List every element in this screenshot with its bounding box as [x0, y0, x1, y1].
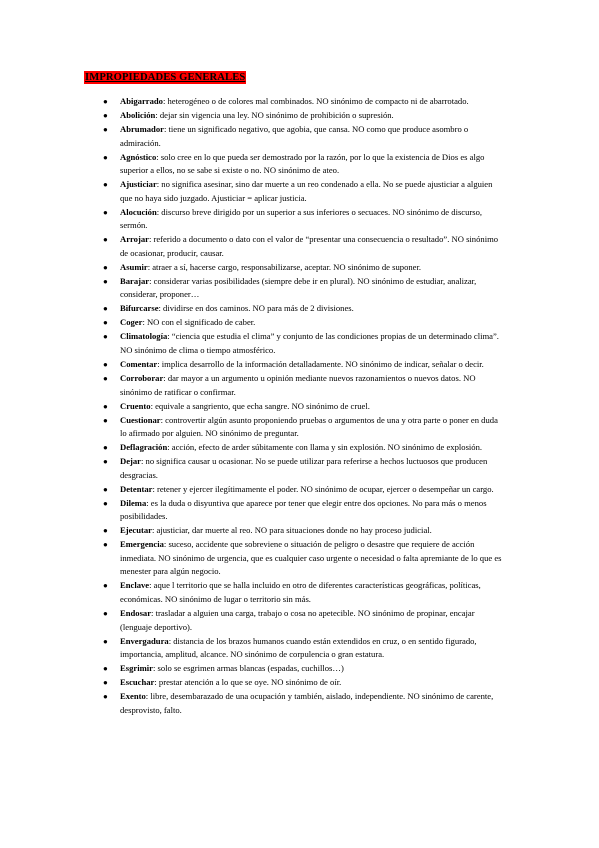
entry-definition: : considerar varias posibilidades (siempre debe ir en plural). NO sinónimo de estudiar, analizar, considerar, proponer… [120, 275, 477, 300]
list-item [0, 261, 599, 275]
list-item [0, 358, 599, 372]
list-item [0, 690, 599, 717]
bullet-icon: ● [103, 526, 108, 536]
list-item [0, 206, 599, 233]
list-item [0, 233, 599, 260]
bullet-icon: ● [103, 207, 108, 217]
entry-term: Escuchar [120, 677, 155, 688]
entry-definition: : ajusticiar, dar muerte al reo. NO para situaciones donde no hay proceso judicial. [151, 525, 432, 536]
entry-term: Agnóstico [120, 151, 157, 162]
entry-definition: : dejar sin vigencia una ley. NO sinónimo de prohibición o supresión. [155, 109, 394, 120]
list-item [0, 123, 599, 150]
entry-term: Abrumador [120, 123, 164, 134]
entry-definition: : “ciencia que estudia el clima” y conjunto de las condiciones propias de un determinado clima”. NO sinónimo de clima o tiempo atmosférico. [120, 331, 499, 355]
entry-definition: : solo se esgrimen armas blancas (espadas, cuchillos…) [152, 663, 344, 674]
entry-term: Cruento [120, 400, 151, 411]
entry-definition: : libre, desembarazado de una ocupación y también, aislado, independiente. NO sinónimo de carente, desprovisto, falto. [120, 691, 494, 715]
list-item [0, 497, 599, 524]
entry-term: Comentar [120, 358, 158, 369]
entry-definition: : atraer a sí, hacerse cargo, responsabilizarse, aceptar. NO sinónimo de suponer. [147, 261, 422, 272]
entry-definition: : trasladar a alguien una carga, trabajo o cosa no apetecible. NO sinónimo de propinar, encajar (lenguaje deportivo). [120, 607, 475, 632]
entry-term: Coger [120, 317, 143, 328]
bullet-icon: ● [103, 318, 108, 328]
entry-definition: : implica desarrollo de la información detalladamente. NO sinónimo de indicar, señalar o decir. [157, 358, 484, 369]
entry-definition: : heterogéneo o de colores mal combinados. NO sinónimo de compacto ni de abarrotado. [162, 96, 469, 106]
entry-definition: : tiene un significado negativo, que agobia, que cansa. NO como que produce asombro o admiración. [120, 123, 469, 148]
entry-term: Bifurcarse [120, 303, 159, 314]
entry-term: Detentar [120, 483, 153, 494]
list-item [0, 524, 599, 538]
entry-term: Abolición [120, 109, 156, 120]
list-item [0, 302, 599, 316]
list-item [0, 330, 599, 357]
bullet-icon: ● [103, 692, 108, 702]
entry-term: Climatología [120, 331, 168, 342]
list-item [0, 316, 599, 330]
list-item [0, 676, 599, 690]
list-item [0, 607, 599, 634]
bullet-icon: ● [103, 608, 108, 618]
bullet-icon: ● [103, 540, 108, 550]
list-item [0, 579, 599, 606]
entry-definition: : aque l territorio que se halla incluido en otro de diferentes características geográficas, políticas, económicas. NO sinónimo de lugar o territorio sin más. [120, 580, 481, 604]
list-item [0, 635, 599, 662]
definitions-list [0, 95, 599, 718]
entry-term: Endosar [120, 607, 152, 618]
entry-definition: : referido a documento o dato con el valor de “presentar una consecuencia o resultado”. NO sinónimo de ocasionar, producir, causar. [120, 234, 499, 258]
list-item [0, 275, 599, 302]
bullet-icon: ● [103, 276, 108, 286]
list-item [0, 538, 599, 579]
bullet-icon: ● [103, 443, 108, 453]
entry-term: Emergencia [120, 539, 164, 550]
entry-definition: : es la duda o disyuntiva que aparece por tener que elegir entre dos opciones. No para más o menos posibilidades. [120, 497, 487, 522]
entry-term: Abigarrado [120, 96, 163, 106]
bullet-icon: ● [103, 180, 108, 190]
list-item [0, 151, 599, 178]
bullet-icon: ● [103, 97, 108, 106]
bullet-icon: ● [103, 678, 108, 688]
entry-term: Cuestionar [120, 414, 161, 425]
bullet-icon: ● [103, 373, 108, 383]
entry-term: Dejar [120, 456, 141, 467]
bullet-icon: ● [103, 152, 108, 162]
list-item [0, 178, 599, 205]
bullet-icon: ● [103, 581, 108, 591]
entry-definition: : discurso breve dirigido por un superior a sus inferiores o secuaces. NO sinónimo de discurso, sermón. [120, 206, 483, 231]
list-item [0, 95, 599, 109]
bullet-icon: ● [103, 498, 108, 508]
bullet-icon: ● [103, 304, 108, 314]
bullet-icon: ● [103, 110, 108, 120]
bullet-icon: ● [103, 332, 108, 342]
entry-term: Enclave [120, 580, 150, 591]
entry-term: Arrojar [120, 234, 149, 245]
list-item [0, 455, 599, 482]
entry-definition: : suceso, accidente que sobreviene o situación de peligro o desastre que requiere de acción inmediata. NO sinónimo de urgencia, que es cualquier caso urgente o necesidad o falta apremiante de lo que es menester para algún negocio. [120, 539, 502, 577]
bullet-icon: ● [103, 235, 108, 245]
entry-definition: : no significa causar u ocasionar. No se puede utilizar para referirse a hechos luctuosos que producen desgracias. [120, 456, 488, 480]
entry-term: Asumir [120, 261, 148, 272]
entry-definition: : NO con el significado de caber. [142, 317, 256, 328]
entry-definition: : acción, efecto de arder súbitamente con llama y sin explosión. NO sinónimo de explosión. [167, 442, 483, 453]
entry-definition: : dividirse en dos caminos. NO para más de 2 divisiones. [158, 303, 354, 314]
bullet-icon: ● [103, 124, 108, 134]
entry-term: Corroborar [120, 372, 164, 383]
bullet-icon: ● [103, 401, 108, 411]
entry-term: Deflagración [120, 442, 168, 453]
list-item [0, 483, 599, 497]
entry-term: Exento [120, 691, 146, 702]
bullet-icon: ● [103, 262, 108, 272]
entry-definition: : distancia de los brazos humanos cuando están extendidos en cruz, o en sentido figurado, importancia, amplitud, alcance. NO sinónimo de corpulencia o gran estatura. [120, 635, 477, 660]
entry-definition: : solo cree en lo que pueda ser demostrado por la razón, por lo que la existencia de Dios es algo superior a ellos, no se sabe si existe o no. NO sinónimo de ateo. [120, 151, 485, 176]
document-heading: IMPROPIEDADES GENERALES [85, 72, 246, 83]
list-item [0, 662, 599, 676]
list-item [0, 441, 599, 455]
entry-term: Ajusticiar [120, 179, 157, 190]
entry-definition: : no significa asesinar, sino dar muerte a un reo condenado a ella. No se puede ajusticiar a alguien que no haya sido juzgado. Ajusticiar = aplicar justicia. [120, 179, 493, 203]
bullet-icon: ● [103, 457, 108, 467]
entry-term: Barajar [120, 275, 150, 286]
entry-definition: : retener y ejercer ilegítimamente el poder. NO sinónimo de ocupar, ejercer o desempeñar un cargo. [152, 483, 494, 494]
list-item [0, 372, 599, 399]
bullet-icon: ● [103, 415, 108, 425]
entry-term: Envergadura [120, 635, 169, 646]
entry-term: Alocución [120, 206, 157, 217]
list-item [0, 109, 599, 123]
entry-term: Ejecutar [120, 525, 152, 536]
entry-definition: : prestar atención a lo que se oye. NO sinónimo de oír. [154, 677, 342, 688]
entry-definition: : controvertir algún asunto proponiendo pruebas o argumentos de una y otra parte o poner en duda lo afirmado por alguien. NO sinónimo de preguntar. [120, 414, 498, 439]
entry-definition: : dar mayor a un argumento u opinión mediante nuevos razonamientos o nuevos datos. NO sinónimo de ratificar o confirmar. [120, 372, 476, 397]
list-item [0, 400, 599, 414]
entry-term: Esgrimir [120, 663, 153, 674]
entry-definition: : equivale a sangriento, que echa sangre. NO sinónimo de cruel. [150, 400, 370, 411]
bullet-icon: ● [103, 636, 108, 646]
entry-term: Dilema [120, 497, 147, 508]
bullet-icon: ● [103, 359, 108, 369]
bullet-icon: ● [103, 664, 108, 674]
list-item [0, 414, 599, 441]
bullet-icon: ● [103, 484, 108, 494]
